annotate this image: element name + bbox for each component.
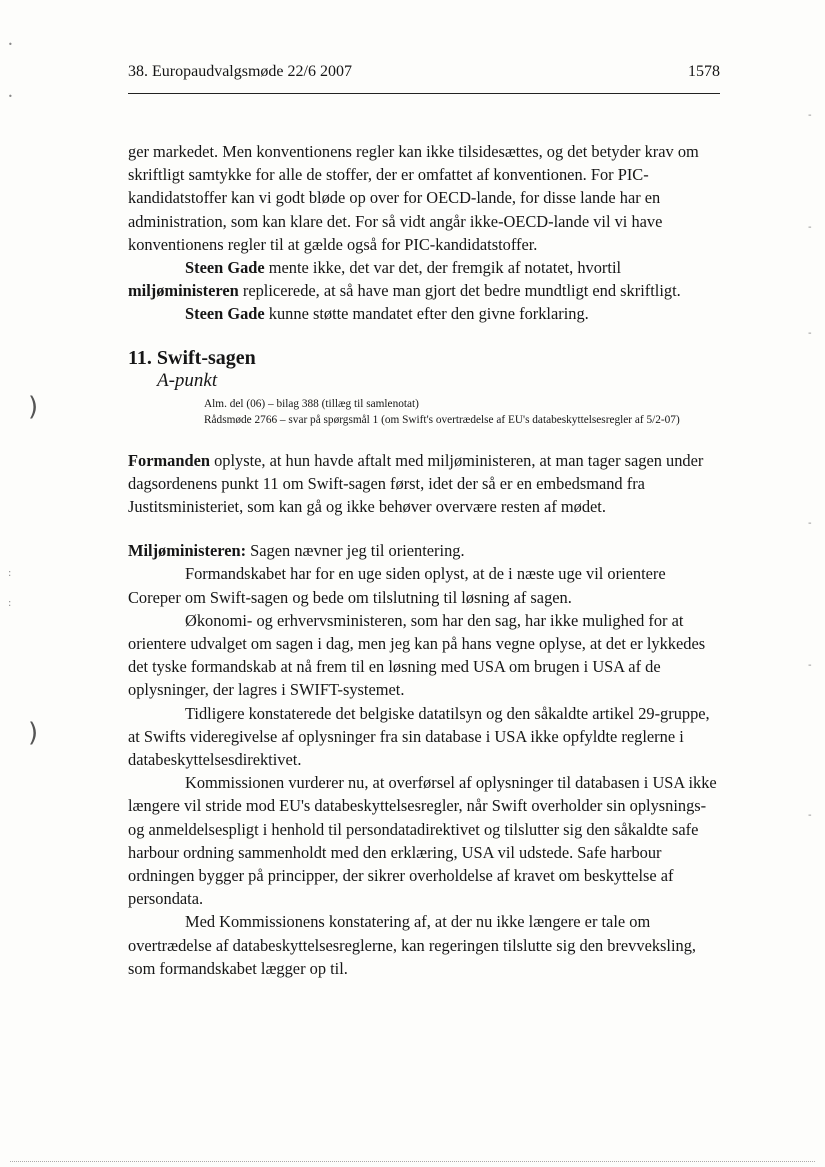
minister-paragraph: Kommissionen vurderer nu, at overførsel af oplysninger til databasen i USA ikke længere vil stride mod EU's databeskyttelsesregler, når Swift overholder sin oplysnings- og anmeldelsespligt i henhold til persondatadirektivet og tilslutter sig den såkaldte safe harbour ordning sammenholdt med den erklæring, USA vil udstede. Safe harbour ordningen bygger på principper, der sikrer overholdelse af kravet om beskyttelse af persondata. [128,773,717,909]
header-title: 38. Europaudvalgsmøde 22/6 2007 [128,63,352,80]
reference-line: Rådsmøde 2766 – svar på spørgsmål 1 (om Swift's overtrædelse af EU's databeskyttelsesregler af 5/2-07) [204,413,680,426]
scan-dash: - [808,518,812,529]
scan-dash: : [8,598,12,609]
speaker-name: Miljøministeren: [128,541,247,561]
section-title: 11. Swift-sagen [128,346,256,369]
minister-paragraph: Med Kommissionens konstatering af, at der nu ikke længere er tale om overtrædelse af databeskyttelsesreglerne, kan regeringen tilslutte sig den brevveksling, som formandskabet lægger op til. [128,912,697,978]
scan-dash: - [808,328,812,339]
speaker-name: Steen Gade [185,258,265,278]
paragraph-text: mente ikke, det var det, der fremgik af notatet, hvortil [264,258,622,278]
steen-gade-support-paragraph [128,302,720,325]
section-subtitle: A-punkt [157,369,218,391]
hole-punch-mark: ) [28,718,39,748]
scan-dot: • [8,92,13,101]
minister-lead-paragraph [128,539,720,562]
speaker-name: Steen Gade [185,304,265,324]
paragraph-text: Sagen nævner jeg til orientering. [246,541,465,561]
minister-paragraph: Økonomi- og erhvervsministeren, som har den sag, har ikke mulighed for at orientere udvalget om sagen i dag, men jeg kan på hans vegne oplyse, at det er lykkedes det tyske formandskab at nå frem til en løsning med USA om brugen i USA af de oplysninger, der lagres i SWIFT-systemet. [128,610,706,700]
scan-dash: - [808,660,812,671]
scan-dash: - [808,810,812,821]
steen-gade-paragraph [128,256,720,302]
scan-dash: - [808,222,812,233]
minister-paragraph: Tidligere konstaterede det belgiske datatilsyn og den såkaldte artikel 29-gruppe, at Swifts videregivelse af oplysninger fra sin database i USA ikke opfyldte reglerne i databeskyttelsesdirektivet. [128,703,710,770]
reference-line: Alm. del (06) – bilag 388 (tillæg til samlenotat) [204,397,419,410]
header-rule [128,93,720,94]
page-header [128,62,720,88]
intro-paragraph: ger markedet. Men konventionens regler kan ikke tilsidesættes, og det betyder krav om skriftligt samtykke for alle de stoffer, der er omfattet af konventionen. For PIC-kandidatstoffer kan vi godt bløde op over for OECD-lande, for disse lande har en administration, som kan klare det. For så vidt angår ikke-OECD-lande vil vi have konventionens regler til at gælde også for PIC-kandidatstoffer. [128,142,699,254]
formanden-paragraph [128,449,720,519]
section-references [204,396,720,428]
bottom-scan-edge [10,1161,815,1162]
speaker-name: Formanden [128,450,210,470]
speaker-name: miljøministeren [128,281,239,301]
document-body [128,140,720,980]
scan-dash: : [8,568,12,579]
paragraph-text: oplyste, at hun havde aftalt med miljøministeren, at man tager sagen under dagsordenens punkt 11 om Swift-sagen først, idet der så er en embedsmand fra Justitsministeriet, som kan gå og ikke behøver overvære resten af mødet. [128,450,704,517]
scan-dot: • [8,40,13,49]
paragraph-text: kunne støtte mandatet efter den givne forklaring. [264,304,589,324]
page-number: 1578 [688,63,720,80]
minister-paragraph: Formandskabet har for en uge siden oplyst, at de i næste uge vil orientere Coreper om Swift-sagen og bede om tilslutning til løsning af sagen. [128,564,666,607]
hole-punch-mark: ) [28,392,39,422]
paragraph-text: replicerede, at så have man gjort det bedre mundtligt end skriftligt. [238,281,681,301]
scan-dash: - [808,110,812,121]
